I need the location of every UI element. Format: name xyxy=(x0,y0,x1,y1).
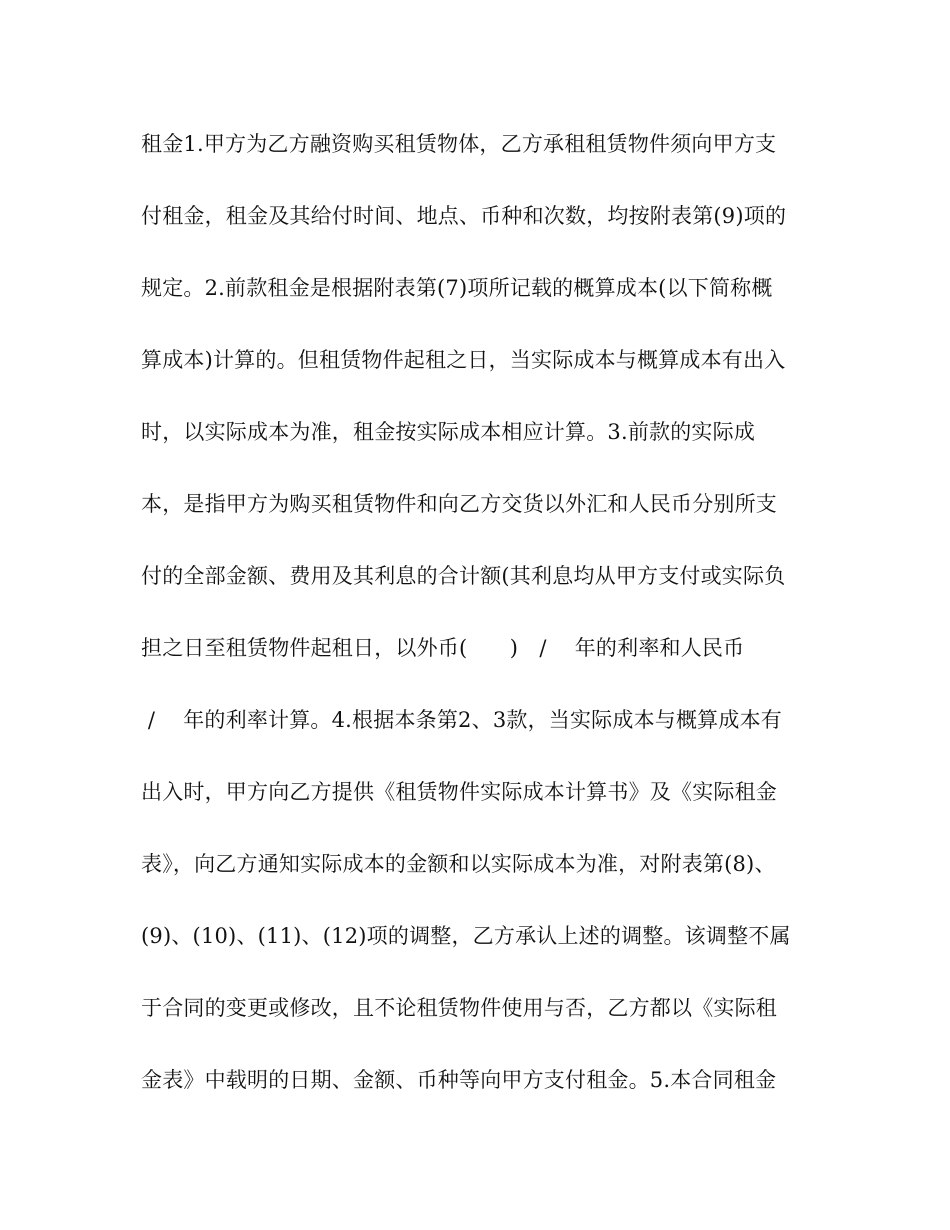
text-line: 担之日至租赁物件起租日，以外币( ) / 年的利率和人民币 xyxy=(141,636,745,660)
text-line: 于合同的变更或修改，且不论租赁物件使用与否，乙方都以《实际租 xyxy=(141,996,777,1020)
text-line: 付租金，租金及其给付时间、地点、币种和次数，均按附表第(9)项的 xyxy=(141,204,787,228)
body-text xyxy=(141,118,811,1126)
text-line: 算成本)计算的。但租赁物件起租之日，当实际成本与概算成本有出入 xyxy=(141,348,786,372)
text-line: / 年的利率计算。4.根据本条第2、3款，当实际成本与概算成本有 xyxy=(141,708,782,732)
text-line: (9)、(10)、(11)、(12)项的调整，乙方承认上述的调整。该调整不属 xyxy=(141,924,791,948)
text-line: 本，是指甲方为购买租赁物件和向乙方交货以外汇和人民币分别所支 xyxy=(141,492,777,516)
text-line: 金表》中载明的日期、金额、币种等向甲方支付租金。5.本合同租金 xyxy=(141,1068,777,1092)
text-line: 出入时，甲方向乙方提供《租赁物件实际成本计算书》及《实际租金 xyxy=(141,780,777,804)
text-line: 付的全部金额、费用及其利息的合计额(其利息均从甲方支付或实际负 xyxy=(141,564,786,588)
text-line: 规定。2.前款租金是根据附表第(7)项所记载的概算成本(以下简称概 xyxy=(141,276,773,300)
text-line: 租金1.甲方为乙方融资购买租赁物体，乙方承租租赁物件须向甲方支 xyxy=(141,132,777,156)
text-line: 表》，向乙方通知实际成本的金额和以实际成本为准，对附表第(8)、 xyxy=(141,852,776,876)
text-line: 时，以实际成本为准，租金按实际成本相应计算。3.前款的实际成 xyxy=(141,420,756,444)
